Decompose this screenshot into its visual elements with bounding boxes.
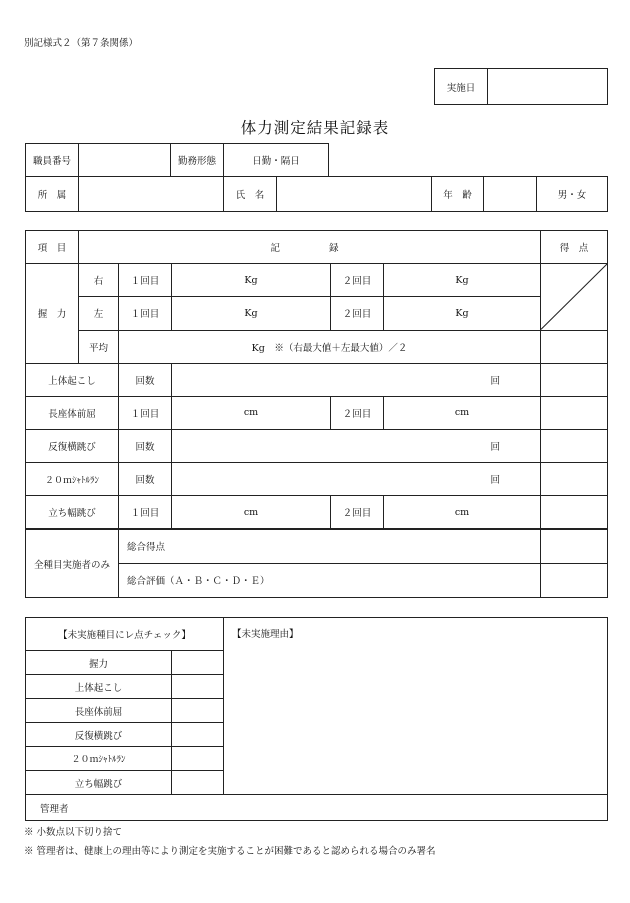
situp-label: 上体起こし <box>26 363 119 396</box>
info-table <box>25 143 608 212</box>
total-score-label: 総合得点 <box>119 529 541 563</box>
unimpl-reason-box[interactable] <box>224 618 608 795</box>
sidestep-score-field[interactable] <box>541 430 608 463</box>
situp-score-field[interactable] <box>541 363 608 396</box>
shuttle-times-label: 回数 <box>119 463 172 496</box>
manager-signature-row[interactable] <box>26 795 608 821</box>
form-reference: 別記様式２（第７条関係） <box>24 38 139 49</box>
unimpl-check-jump[interactable] <box>172 771 224 795</box>
sitreach-second-field[interactable]: cm <box>384 396 541 429</box>
sidestep-label: 反復横跳び <box>26 430 119 463</box>
shuttle-unit: 回 <box>490 475 501 487</box>
note-rounding: ※ 小数点以下切り捨て <box>24 827 123 838</box>
jump-first-field[interactable]: cm <box>172 496 331 529</box>
grip-right-first-label: １回目 <box>119 264 172 297</box>
grip-right-second-label: ２回目 <box>331 264 384 297</box>
shuttle-field[interactable] <box>172 463 541 496</box>
diagonal-line <box>541 264 607 329</box>
grip-average-field[interactable]: Kg ※（右最大値＋左最大値）／２ <box>119 330 541 363</box>
grip-label: 握 力 <box>26 264 79 364</box>
page-title: 体力測定結果記録表 <box>240 119 390 137</box>
sitreach-label: 長座体前屈 <box>26 396 119 429</box>
record-table <box>25 230 608 598</box>
unimpl-check-shuttle[interactable] <box>172 747 224 771</box>
situp-unit: 回 <box>490 375 501 387</box>
sidestep-times-label: 回数 <box>119 430 172 463</box>
age-field[interactable] <box>484 177 537 212</box>
sidestep-field[interactable] <box>172 430 541 463</box>
score-header: 得 点 <box>541 231 608 264</box>
unimpl-item-sidestep: 反復横跳び <box>26 723 172 747</box>
sitreach-first-field[interactable]: cm <box>172 396 331 429</box>
unimpl-item-situp: 上体起こし <box>26 675 172 699</box>
total-eval-field[interactable] <box>541 563 608 597</box>
jump-score-field[interactable] <box>541 496 608 529</box>
unimpl-item-grip: 握力 <box>26 651 172 675</box>
impl-date-label: 実施日 <box>435 69 488 105</box>
grip-left-label: 左 <box>79 297 119 330</box>
unimpl-check-sitreach[interactable] <box>172 699 224 723</box>
grip-left-second-field[interactable]: Kg <box>384 297 541 330</box>
name-label: 氏 名 <box>224 177 277 212</box>
total-score-field[interactable] <box>541 529 608 563</box>
grip-score-field[interactable] <box>541 330 608 363</box>
grip-right-first-field[interactable]: Kg <box>172 264 331 297</box>
grip-average-label: 平均 <box>79 330 119 363</box>
grip-score-crossed <box>541 264 608 330</box>
shuttle-score-field[interactable] <box>541 463 608 496</box>
employee-no-label: 職員番号 <box>26 144 79 177</box>
unimpl-item-jump: 立ち幅跳び <box>26 771 172 795</box>
manager-label: 管理者 <box>40 803 69 815</box>
unimpl-reason-header: 【未実施理由】 <box>232 629 299 640</box>
grip-left-first-label: １回目 <box>119 297 172 330</box>
all-items-label: 全種目実施者のみ <box>26 529 119 597</box>
jump-second-label: ２回目 <box>331 496 384 529</box>
jump-label: 立ち幅跳び <box>26 496 119 529</box>
impl-date-box <box>434 68 608 105</box>
total-eval-label: 総合評価（Ａ・Ｂ・Ｃ・Ｄ・Ｅ） <box>119 563 541 597</box>
grip-left-second-label: ２回目 <box>331 297 384 330</box>
sitreach-first-label: １回目 <box>119 396 172 429</box>
shuttle-label: ２０ｍｼｬﾄﾙﾗﾝ <box>26 463 119 496</box>
grip-right-label: 右 <box>79 264 119 297</box>
grip-right-second-field[interactable]: Kg <box>384 264 541 297</box>
record-header: 記 録 <box>79 231 541 264</box>
unimpl-item-sitreach: 長座体前屈 <box>26 699 172 723</box>
unimpl-check-grip[interactable] <box>172 651 224 675</box>
sitreach-score-field[interactable] <box>541 396 608 429</box>
unimpl-check-header: 【未実施種目にレ点チェック】 <box>26 618 224 651</box>
sitreach-second-label: ２回目 <box>331 396 384 429</box>
sidestep-unit: 回 <box>490 442 501 454</box>
unimpl-item-shuttle: ２０ｍｼｬﾄﾙﾗﾝ <box>26 747 172 771</box>
situp-field[interactable] <box>172 363 541 396</box>
impl-date-field[interactable] <box>488 69 608 105</box>
unimpl-table <box>25 617 608 821</box>
grip-left-first-field[interactable]: Kg <box>172 297 331 330</box>
name-field[interactable] <box>277 177 432 212</box>
unimpl-check-sidestep[interactable] <box>172 723 224 747</box>
affiliation-field[interactable] <box>79 177 224 212</box>
jump-first-label: １回目 <box>119 496 172 529</box>
age-label: 年 齢 <box>432 177 484 212</box>
work-type-label: 勤務形態 <box>171 144 224 177</box>
jump-second-field[interactable]: cm <box>384 496 541 529</box>
note-manager-signature: ※ 管理者は、健康上の理由等により測定を実施することが困難であると認められる場合のみ署名 <box>24 846 436 857</box>
affiliation-label: 所 属 <box>26 177 79 212</box>
work-type-value[interactable]: 日勤・隔日 <box>224 144 329 177</box>
unimpl-check-situp[interactable] <box>172 675 224 699</box>
employee-no-field[interactable] <box>79 144 171 177</box>
item-header: 項 目 <box>26 231 79 264</box>
info-blank <box>329 144 608 177</box>
sex-field[interactable]: 男・女 <box>537 177 608 212</box>
situp-times-label: 回数 <box>119 363 172 396</box>
